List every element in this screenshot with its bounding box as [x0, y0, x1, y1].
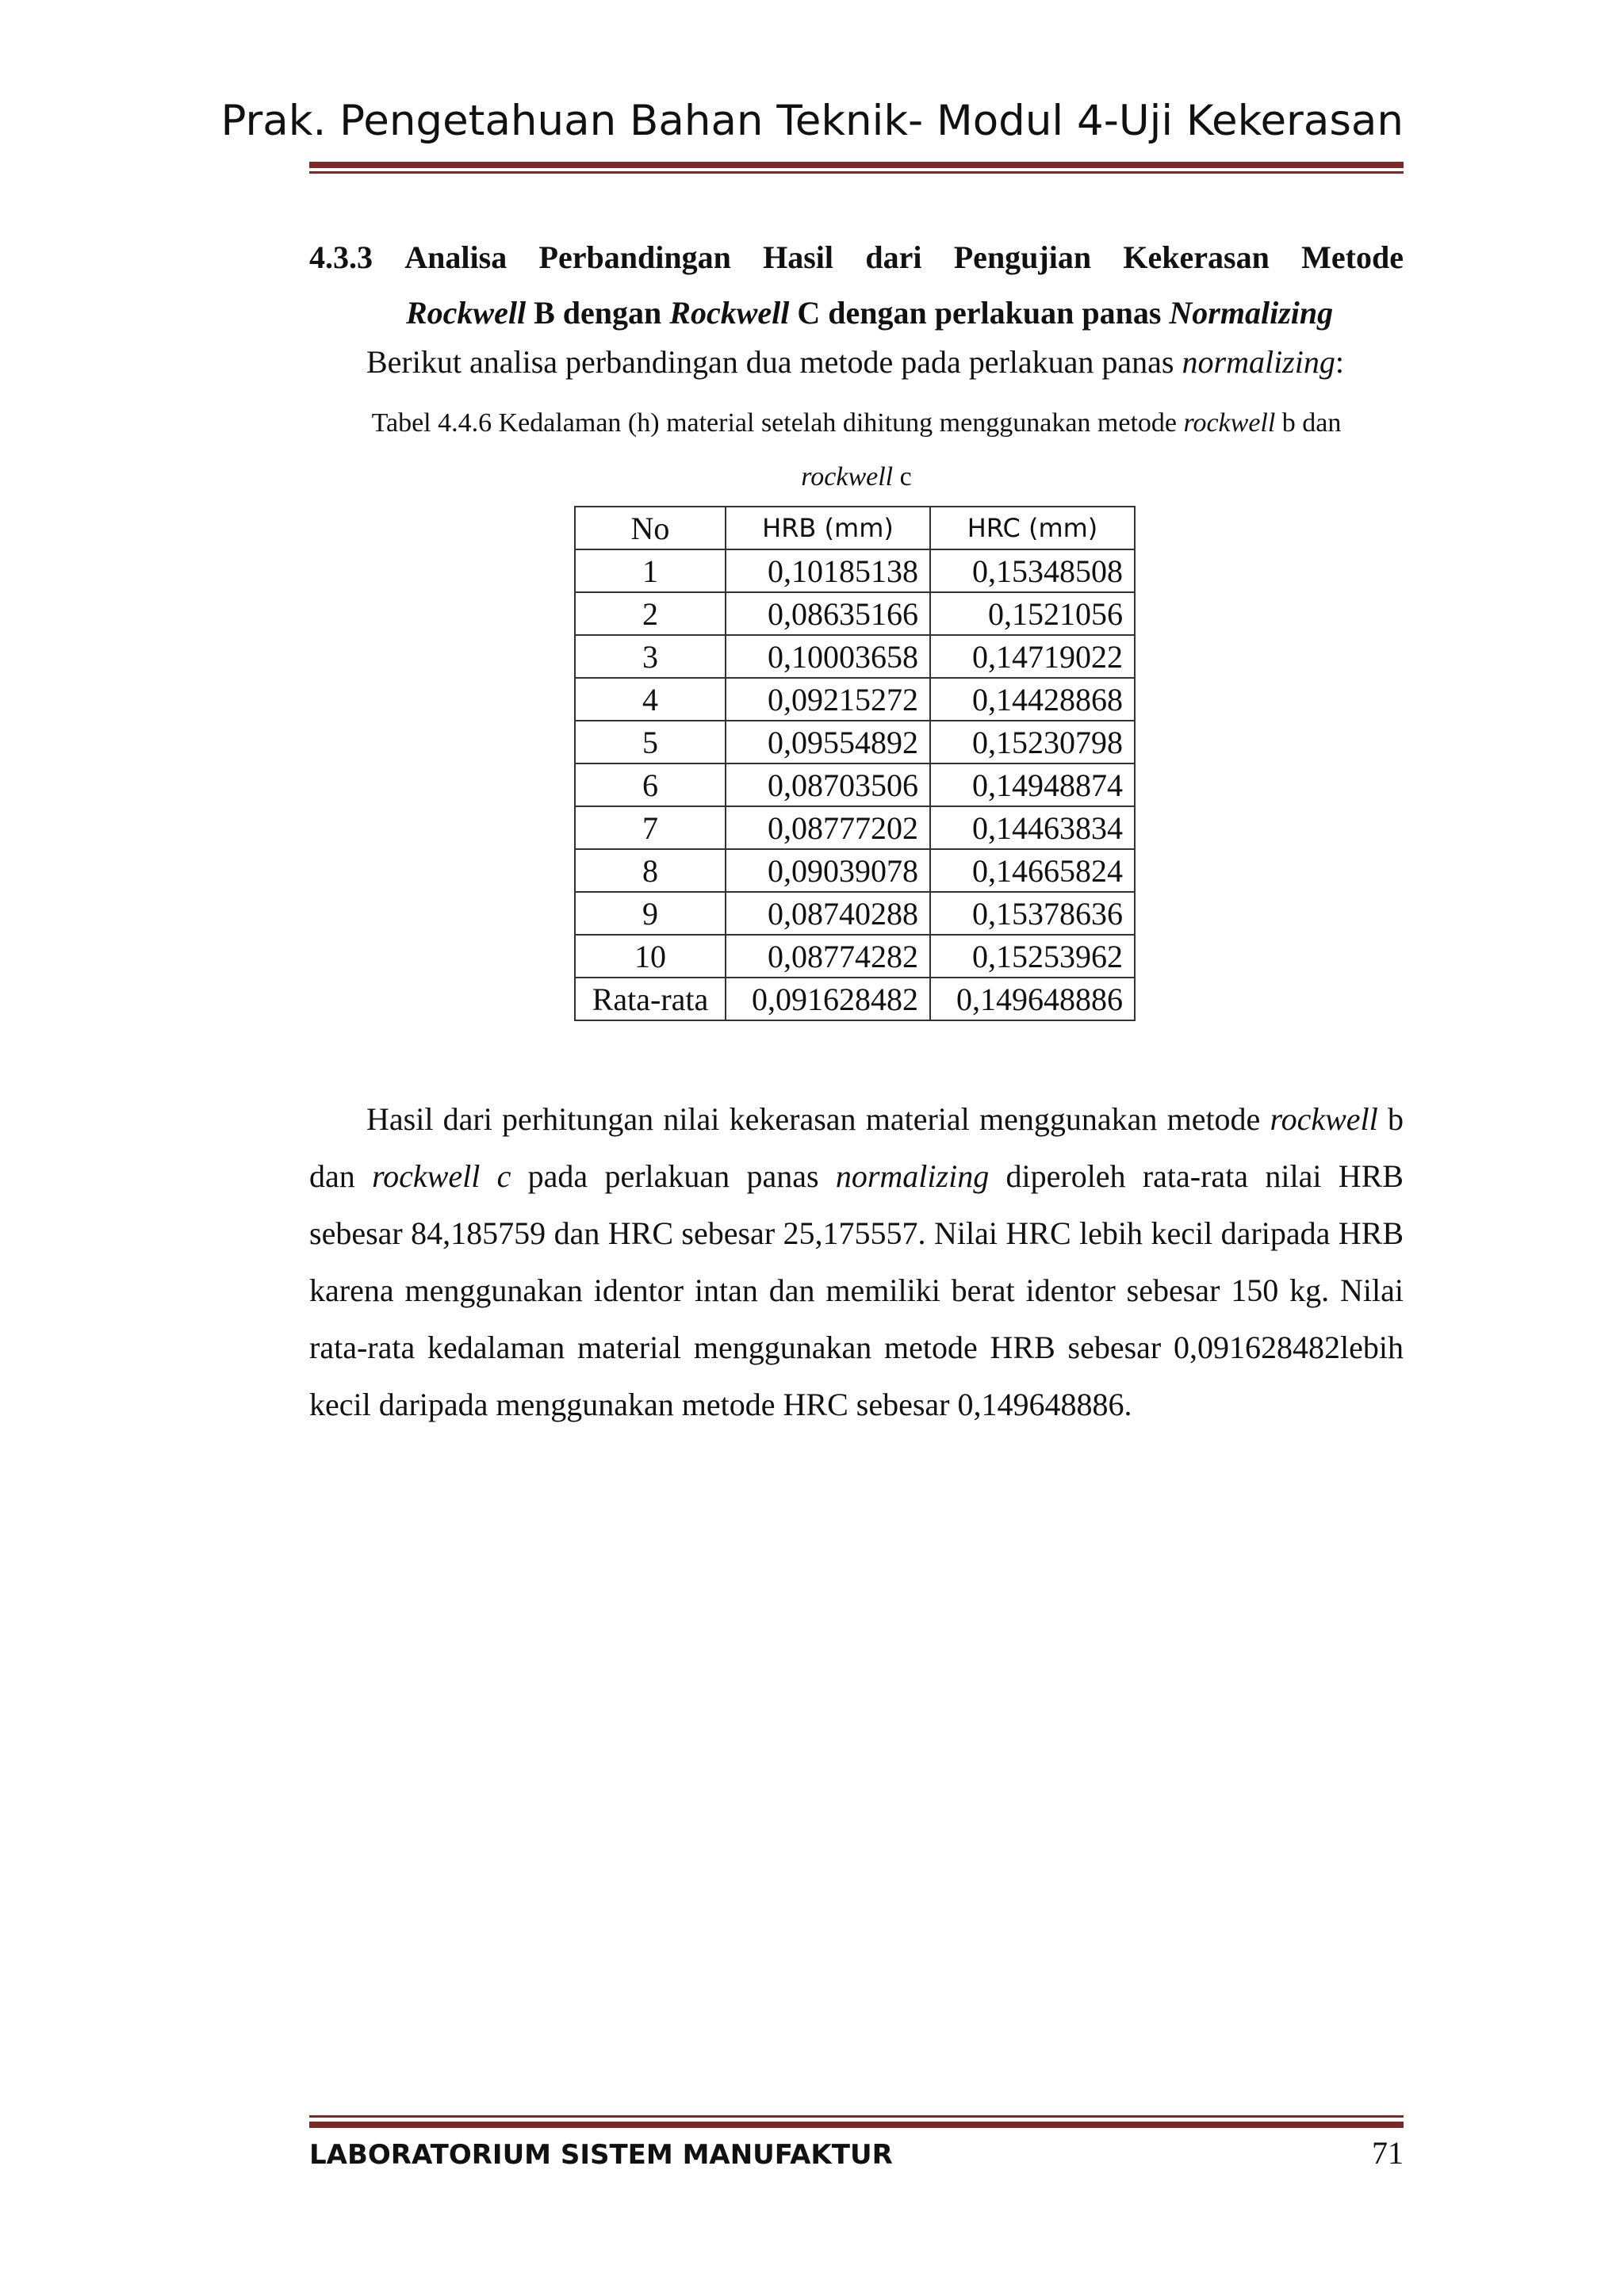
cell-hrc: 0,15230798 [930, 721, 1135, 763]
column-header-hrc: HRC (mm) [930, 507, 1135, 549]
column-header-no: No [575, 507, 726, 549]
caption-part: rockwell [801, 462, 894, 492]
section-word: Analisa [404, 239, 508, 275]
analysis-paragraph [309, 1091, 1404, 1433]
footer-lab-name: LABORATORIUM SISTEM MANUFAKTUR [309, 2139, 893, 2171]
paragraph-part: normalizing [835, 1158, 990, 1194]
table-row [575, 721, 1135, 763]
cell-no: 5 [575, 721, 726, 763]
cell-no: 4 [575, 678, 726, 721]
cell-no: 8 [575, 849, 726, 892]
caption-part: b dan [1275, 408, 1342, 438]
heading-part: Normalizing [1169, 295, 1334, 331]
section-heading-line2 [309, 285, 1404, 341]
cell-no: 6 [575, 763, 726, 806]
intro-part: : [1335, 344, 1344, 380]
cell-no: 7 [575, 806, 726, 849]
footer-rule-thick [309, 2122, 1404, 2128]
intro-part: normalizing [1182, 344, 1335, 380]
table-row [575, 678, 1135, 721]
section-word: Pengujian [953, 239, 1092, 275]
cell-no: 10 [575, 935, 726, 978]
cell-hrb: 0,091628482 [726, 978, 930, 1020]
heading-part: Rockwell [406, 295, 527, 331]
cell-hrc: 0,14948874 [930, 763, 1135, 806]
table-header-row [575, 507, 1135, 549]
cell-hrb: 0,08777202 [726, 806, 930, 849]
caption-part: c [893, 462, 912, 492]
paragraph-part: Hasil dari perhitungan nilai kekerasan material menggunakan metode [366, 1101, 1270, 1137]
intro-text [309, 337, 1404, 388]
section-heading [309, 230, 1404, 341]
page-footer [309, 2115, 1404, 2179]
page-header [220, 89, 1404, 168]
cell-hrb: 0,09554892 [726, 721, 930, 763]
heading-part: B dengan [526, 295, 670, 331]
section-word: Hasil [763, 239, 834, 275]
table-row [575, 549, 1135, 592]
page-number: 71 [1372, 2135, 1404, 2171]
cell-hrc: 0,149648886 [930, 978, 1135, 1020]
cell-hrb: 0,08774282 [726, 935, 930, 978]
cell-hrb: 0,09039078 [726, 849, 930, 892]
table-row-average [575, 978, 1135, 1020]
cell-hrb: 0,08703506 [726, 763, 930, 806]
cell-hrc: 0,14463834 [930, 806, 1135, 849]
cell-hrb: 0,08740288 [726, 892, 930, 935]
section-word: Perbandingan [538, 239, 731, 275]
cell-hrc: 0,1521056 [930, 592, 1135, 635]
intro-part: Berikut analisa perbandingan dua metode pada perlakuan panas [366, 344, 1182, 380]
caption-part: Tabel 4.4.6 Kedalaman (h) material setelah dihitung menggunakan metode [371, 408, 1184, 438]
paragraph-part: rockwell [1270, 1101, 1378, 1137]
table-row [575, 892, 1135, 935]
section-word: Kekerasan [1123, 239, 1270, 275]
table-row [575, 635, 1135, 678]
section-word: dari [865, 239, 922, 275]
cell-hrb: 0,10003658 [726, 635, 930, 678]
cell-hrc: 0,14428868 [930, 678, 1135, 721]
table-row [575, 592, 1135, 635]
header-rule-thin [309, 171, 1404, 174]
cell-no: 2 [575, 592, 726, 635]
cell-hrb: 0,09215272 [726, 678, 930, 721]
cell-hrc: 0,15348508 [930, 549, 1135, 592]
paragraph-part: rockwell c [372, 1158, 511, 1194]
table-row [575, 806, 1135, 849]
footer-rule-thin [309, 2115, 1404, 2118]
cell-hrc: 0,14665824 [930, 849, 1135, 892]
caption-part: rockwell [1183, 408, 1276, 438]
header-title: Prak. Pengetahuan Bahan Teknik- Modul 4-Uji Kekerasan [220, 97, 1404, 145]
cell-no: 9 [575, 892, 726, 935]
heading-part: C dengan perlakuan panas [789, 295, 1170, 331]
table-caption [309, 396, 1404, 504]
hardness-depth-table [574, 506, 1136, 1021]
cell-hrc: 0,14719022 [930, 635, 1135, 678]
section-number: 4.3.3 [309, 239, 373, 275]
table-row [575, 849, 1135, 892]
column-header-hrb: HRB (mm) [726, 507, 930, 549]
cell-no: Rata-rata [575, 978, 726, 1020]
table-row [575, 763, 1135, 806]
cell-no: 3 [575, 635, 726, 678]
paragraph-part: diperoleh rata-rata nilai HRB sebesar 84,185759 dan HRC sebesar 25,175557. Nilai HRC lebih kecil daripada HRB karena menggunakan identor intan dan memiliki berat identor sebesar 150 kg. Nilai rata-rata kedalaman material menggunakan metode HRB sebesar 0,091628482lebih kecil daripada menggunakan metode HRC sebesar 0,149648886. [309, 1158, 1404, 1422]
cell-hrc: 0,15253962 [930, 935, 1135, 978]
header-rule-thick [309, 162, 1404, 168]
paragraph-part: pada perlakuan panas [511, 1158, 836, 1194]
cell-no: 1 [575, 549, 726, 592]
section-heading-line1 [309, 230, 1404, 285]
cell-hrb: 0,10185138 [726, 549, 930, 592]
heading-part: Rockwell [669, 295, 790, 331]
cell-hrc: 0,15378636 [930, 892, 1135, 935]
paragraph-part: b dan [309, 1101, 1404, 1194]
cell-hrb: 0,08635166 [726, 592, 930, 635]
table-row [575, 935, 1135, 978]
section-word: Metode [1301, 239, 1404, 275]
